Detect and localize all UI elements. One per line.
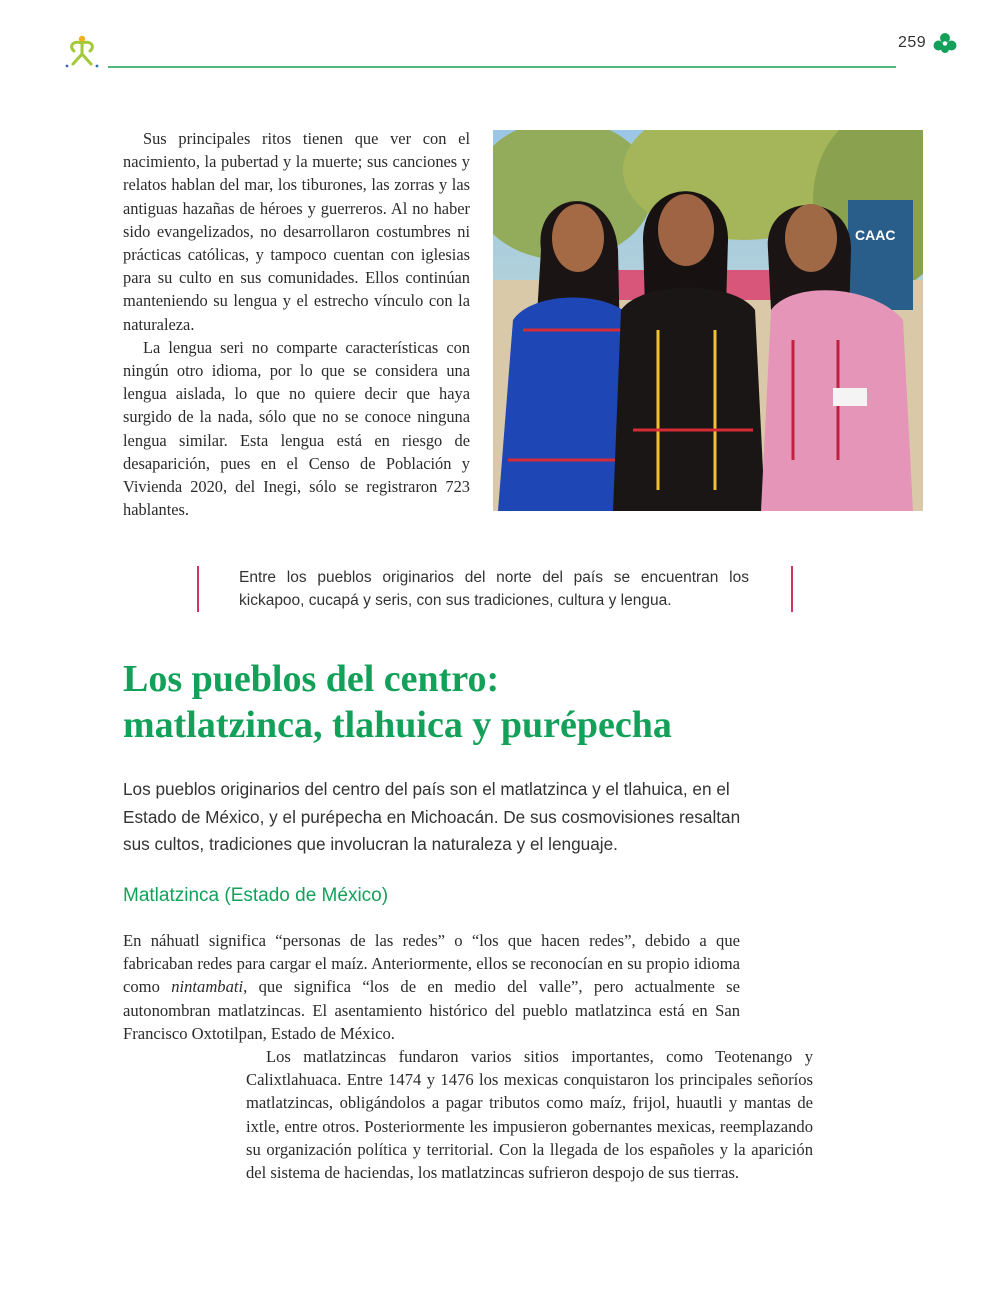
- photo-three-women: [493, 130, 923, 511]
- body-text: En náhuatl significa “personas de las redes” o “los que hacen redes”, debido a que fabricaban redes para cargar el maíz. Anteriormente, ellos se reconocían en su propio idioma como: [123, 931, 740, 997]
- section-title-line: matlatzinca, tlahuica y purépecha: [123, 704, 672, 746]
- sign-text: CAAC: [855, 227, 896, 243]
- section-title-line: Los pueblos del centro:: [123, 658, 500, 700]
- page-number: 259: [898, 34, 927, 51]
- clover-icon: [932, 32, 958, 56]
- subsection-title: Matlatzinca (Estado de México): [123, 885, 389, 906]
- term-nintambati: nintambati: [171, 977, 244, 997]
- body-text: , que significa “los de en medio del valle”, pero actualmente se autonombran matlatzincas. El asentamiento histórico del pueblo matlatzinca está en San Francisco Oxtotilpan, Estado de México.: [123, 977, 740, 1043]
- callout-text: Entre los pueblos originarios del norte del país se encuentran los kickapoo, cucapá y seris, con sus tradiciones, cultura y lengua.: [239, 569, 749, 609]
- section-lead: Los pueblos originarios del centro del país son el matlatzinca y el tlahuica, en el Estado de México, y el purépecha en Michoacán. De sus cosmovisiones resaltan sus cultos, tradiciones que involucran la naturaleza y el lenguaje.: [123, 779, 741, 854]
- intro-text: [123, 127, 470, 521]
- body-paragraph: Los matlatzincas fundaron varios sitios importantes, como Teotenango y Calixtlahuaca. Entre 1474 y 1476 los mexicas conquistaron los principales señoríos matlatzincas, obligándolos a pagar tributos como maíz, frijol, huautli y mantas de ixtle, entre otros. Posteriormente les impusieron gobernantes mexicas, reemplazando su organización política y territorial. Con la llegada de los españoles y la aparición del sistema de haciendas, los matlatzincas sufrieron despojo de sus tierras.: [246, 1047, 813, 1183]
- intro-paragraph: Sus principales ritos tienen que ver con el nacimiento, la pubertad y la muerte; sus canciones y relatos hablan del mar, los tiburones, las zorras y las antiguas hazañas de héroes y guerreros. Al no haber sido evangelizados, no desarrollaron costumbres ni prácticas católicas, y tampoco cuentan con iglesias para su culto en sus comunidades. Ellos continúan manteniendo su lengua y el estrecho vínculo con la naturaleza.: [123, 129, 470, 334]
- sprout-figure-icon: [62, 30, 102, 70]
- header-rule: [108, 66, 896, 68]
- body-paragraph: [123, 929, 740, 1045]
- callout-box: [197, 566, 793, 612]
- section-title: [123, 656, 883, 748]
- intro-paragraph: La lengua seri no comparte características con ningún otro idioma, por lo que se considera una lengua aislada, lo que no quiere decir que haya surgido de la nada, sólo que no se conoce ninguna lengua similar. Esta lengua está en riesgo de desaparición, pues en el Censo de Población y Vivienda 2020, del Inegi, sólo se registraron 723 hablantes.: [123, 337, 470, 520]
